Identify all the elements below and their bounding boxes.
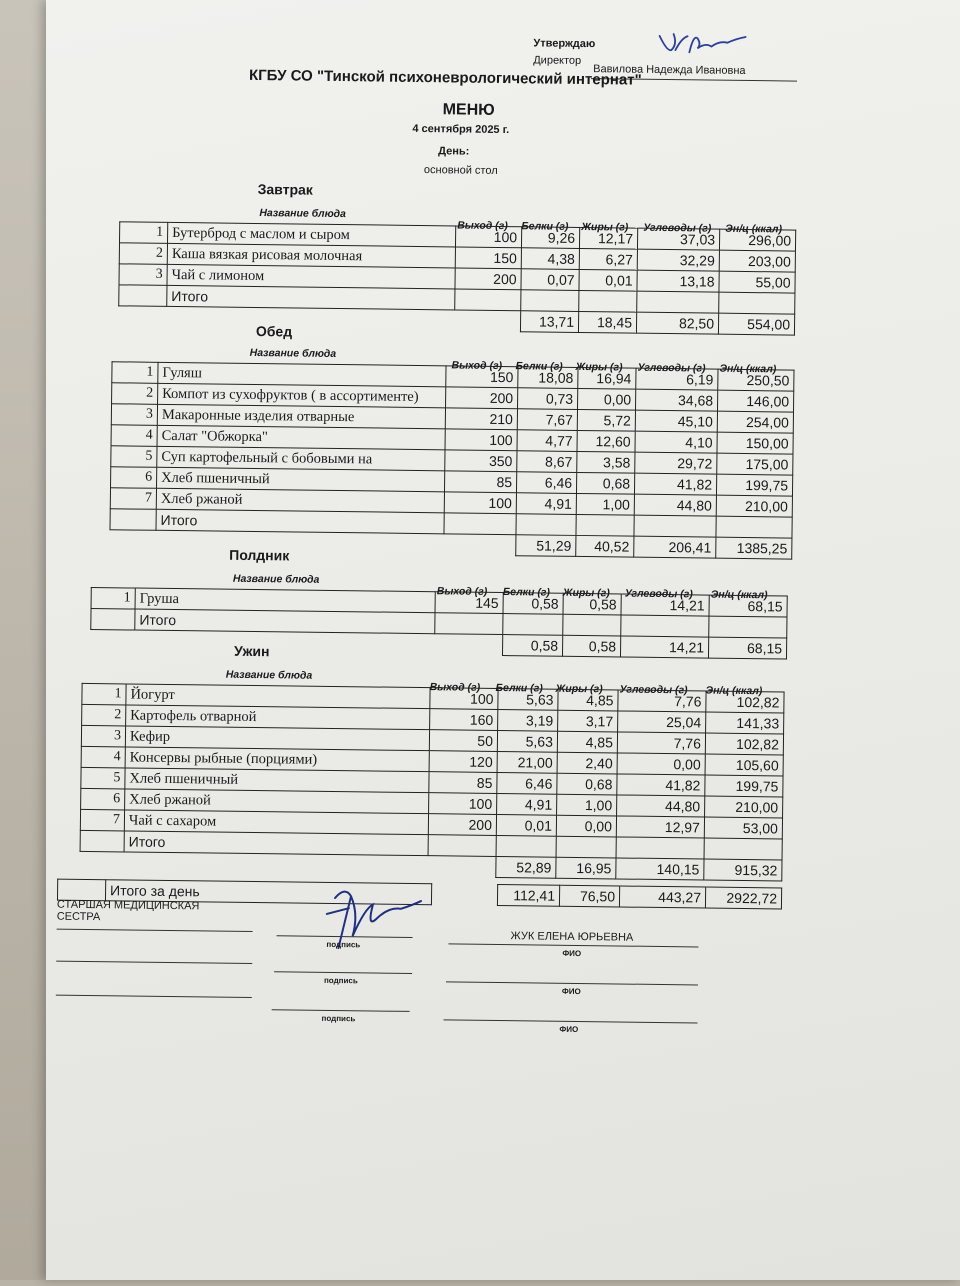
- dish-carbs: 44,80: [617, 795, 705, 817]
- approve-label: Утверждаю: [533, 37, 596, 51]
- dish-fat: 1,00: [557, 794, 617, 816]
- dinner-table: [79, 683, 784, 882]
- snack-col-yield: Выход (г): [436, 585, 488, 598]
- fio-line-1: [448, 943, 698, 947]
- dish-carbs: 14,21: [621, 594, 709, 616]
- dish-name: Гуляш: [158, 362, 446, 387]
- dish-energy: 210,00: [705, 796, 783, 818]
- dish-protein: 7,67: [517, 409, 577, 431]
- snack-col-carbs: Углеводы (г): [624, 587, 693, 601]
- day-label: День:: [438, 145, 470, 158]
- dish-fat: 5,72: [577, 409, 635, 431]
- dish-fat: 2,40: [557, 752, 617, 774]
- row-number: 5: [111, 446, 157, 468]
- lunch-col-carbs: Углеводы (г): [637, 361, 706, 375]
- row-number: 3: [119, 264, 167, 286]
- menu-title: МЕНЮ: [442, 101, 495, 119]
- total-energy: 554,00: [718, 313, 794, 335]
- dish-energy: 102,82: [706, 691, 784, 713]
- dish-protein: 0,01: [496, 814, 556, 836]
- dish-name: Бутерброд с маслом и сыром: [168, 222, 456, 247]
- director-label: Директор: [533, 54, 582, 67]
- row-number: 4: [111, 425, 157, 447]
- dish-carbs: 29,72: [635, 452, 717, 474]
- dish-protein: 0,73: [518, 388, 578, 410]
- dish-energy: 53,00: [704, 817, 782, 839]
- director-name: Вавилова Надежда Ивановна: [593, 63, 746, 77]
- dish-fat: 6,27: [579, 248, 637, 270]
- dish-fat: 0,68: [576, 472, 634, 494]
- lunch-title: Обед: [255, 323, 293, 340]
- row-number: 7: [80, 809, 124, 831]
- dish-energy: 254,00: [717, 411, 793, 433]
- dish-carbs: 32,29: [637, 249, 719, 271]
- dish-fat: 0,58: [563, 593, 621, 615]
- dish-name: Компот из сухофруктов ( в ассортименте): [158, 383, 446, 408]
- dish-name: Макаронные изделия отварные: [157, 404, 445, 429]
- fio-label-1: ФИО: [562, 948, 582, 959]
- dish-name: Хлеб пшеничный: [125, 768, 429, 793]
- dish-carbs: 13,18: [637, 270, 719, 292]
- dinner-col-yield: Выход (г): [429, 681, 481, 694]
- row-number: 1: [91, 588, 135, 610]
- dish-name: Чай с лимоном: [167, 264, 455, 289]
- totals-label: Итого: [156, 509, 444, 534]
- dinner-col-name: Название блюда: [225, 668, 313, 682]
- day-total-protein: 112,41: [497, 885, 559, 907]
- signature-label-1: подпись: [326, 939, 361, 950]
- dish-name: Суп картофельный с бобовыми на: [157, 446, 445, 471]
- snack-col-energy: Эн/ц (ккал): [710, 588, 768, 602]
- dish-protein: 4,91: [497, 793, 557, 815]
- row-number: 6: [81, 788, 125, 810]
- nurse-name: ЖУК ЕЛЕНА ЮРЬЕВНА: [510, 930, 634, 944]
- dish-protein: 4,77: [517, 430, 577, 452]
- dish-protein: 6,46: [516, 472, 576, 494]
- dish-energy: 146,00: [717, 390, 793, 412]
- dish-fat: 12,17: [579, 227, 637, 249]
- lunch-col-fat: Жиры (г): [575, 360, 623, 374]
- snack-title: Полдник: [229, 546, 290, 564]
- dish-protein: 0,07: [521, 269, 579, 291]
- lunch-col-energy: Эн/ц (ккал): [719, 362, 777, 376]
- dish-energy: 175,00: [717, 453, 793, 475]
- menu-document: [30, 0, 960, 1285]
- dish-name: Хлеб ржаной: [156, 488, 444, 513]
- breakfast-col-yield: Выход (г): [457, 219, 508, 233]
- dish-carbs: 7,76: [618, 690, 706, 712]
- dish-fat: 0,00: [578, 388, 636, 410]
- row-number: 1: [82, 683, 126, 705]
- dinner-col-energy: Эн/ц (ккал): [705, 684, 763, 698]
- dish-protein: 18,08: [518, 367, 578, 389]
- row-number: 2: [119, 243, 167, 265]
- dish-energy: 199,75: [716, 474, 792, 496]
- dinner-col-fat: Жиры (г): [555, 682, 603, 696]
- dish-yield: 100: [455, 226, 521, 248]
- dish-yield: 350: [445, 450, 517, 472]
- dish-protein: 0,58: [503, 593, 563, 615]
- breakfast-col-name: Название блюда: [259, 207, 346, 221]
- dish-energy: 55,00: [719, 271, 795, 293]
- total-energy: 1385,25: [716, 537, 792, 559]
- total-fat: 16,95: [556, 857, 616, 879]
- breakfast-title: Завтрак: [257, 181, 313, 198]
- dish-yield: 85: [429, 772, 497, 794]
- dish-energy: 150,00: [717, 432, 793, 454]
- total-fat: 18,45: [578, 311, 636, 333]
- dish-fat: 4,85: [557, 731, 617, 753]
- row-number: 2: [112, 383, 158, 405]
- dish-yield: 50: [429, 730, 497, 752]
- snack-table: [90, 587, 788, 660]
- dish-protein: 5,63: [498, 688, 558, 710]
- row-number: 3: [111, 404, 157, 426]
- dish-protein: 5,63: [497, 730, 557, 752]
- dish-name: Чай с сахаром: [124, 810, 428, 835]
- dish-fat: 16,94: [578, 367, 636, 389]
- dish-fat: 3,17: [558, 710, 618, 732]
- total-fat: 40,52: [576, 535, 634, 557]
- table-type: основной стол: [423, 164, 498, 177]
- total-carbs: 206,41: [634, 536, 716, 558]
- dish-carbs: 45,10: [635, 410, 717, 432]
- dish-carbs: 41,82: [617, 774, 705, 796]
- row-number: 6: [111, 467, 157, 489]
- lunch-col-yield: Выход (г): [451, 359, 503, 373]
- dish-carbs: 12,97: [616, 816, 704, 838]
- dish-fat: 1,00: [576, 493, 634, 515]
- dish-name: Йогурт: [126, 684, 430, 709]
- dish-name: Салат "Обжорка": [157, 425, 445, 450]
- dish-carbs: 37,03: [637, 228, 719, 250]
- day-total-carbs: 443,27: [619, 886, 705, 908]
- dish-protein: 9,26: [521, 227, 579, 249]
- lunch-col-protein: Белки (г): [515, 360, 563, 373]
- dish-fat: 3,58: [577, 451, 635, 473]
- dish-yield: 100: [430, 688, 498, 710]
- dish-energy: 141,33: [706, 712, 784, 734]
- dish-energy: 203,00: [719, 250, 795, 272]
- total-carbs: 140,15: [616, 858, 704, 880]
- dish-carbs: 7,76: [617, 732, 705, 754]
- dish-name: Груша: [135, 588, 435, 613]
- total-protein: 52,89: [496, 856, 556, 878]
- dish-energy: 102,82: [705, 733, 783, 755]
- dish-yield: 200: [428, 814, 496, 836]
- dinner-col-protein: Белки (г): [495, 681, 543, 695]
- lunch-col-name: Название блюда: [249, 346, 337, 360]
- breakfast-table: [118, 221, 796, 335]
- dish-yield: 100: [444, 492, 516, 514]
- dish-name: Каша вязкая рисовая молочная: [167, 243, 455, 268]
- dish-protein: 3,19: [498, 709, 558, 731]
- total-fat: 0,58: [562, 635, 620, 657]
- signature-line-3: [272, 1009, 410, 1012]
- day-total-energy: 2922,72: [705, 887, 781, 909]
- dish-carbs: 34,68: [635, 389, 717, 411]
- organization-name: КГБУ СО "Тинской психоневрологический интернат": [248, 66, 642, 89]
- fio-label-3: ФИО: [559, 1024, 579, 1034]
- dish-protein: 6,46: [497, 772, 557, 794]
- dish-carbs: 25,04: [618, 711, 706, 733]
- signature-line-2: [274, 971, 412, 974]
- signature-label-3: подпись: [321, 1013, 356, 1024]
- dinner-col-carbs: Углеводы (г): [619, 683, 688, 697]
- dish-protein: 21,00: [497, 751, 557, 773]
- dish-yield: 200: [446, 387, 518, 409]
- totals-label: Итого: [124, 831, 428, 856]
- totals-label: Итого: [135, 609, 435, 634]
- dish-yield: 120: [429, 751, 497, 773]
- dish-energy: 296,00: [719, 229, 795, 251]
- dish-yield: 145: [435, 592, 503, 614]
- position-line-2: [56, 961, 252, 964]
- dish-energy: 105,60: [705, 754, 783, 776]
- dish-yield: 150: [446, 366, 518, 388]
- row-number: 1: [112, 362, 158, 384]
- dish-name: Картофель отварной: [126, 705, 430, 730]
- nurse-signature: [304, 878, 425, 965]
- dish-energy: 250,50: [718, 369, 794, 391]
- director-signature: [653, 28, 749, 61]
- position-title: СТАРШАЯ МЕДИЦИНСКАЯ СЕСТРА: [56, 898, 200, 924]
- menu-date: 4 сентября 2025 г.: [412, 122, 510, 137]
- dish-yield: 210: [445, 408, 517, 430]
- day-total-label: Итого за день: [105, 880, 431, 905]
- dish-yield: 100: [445, 429, 517, 451]
- dish-carbs: 4,10: [635, 431, 717, 453]
- dish-fat: 0,68: [557, 773, 617, 795]
- dish-carbs: 41,82: [634, 473, 716, 495]
- breakfast-col-carbs: Углеводы (г): [643, 221, 712, 235]
- total-carbs: 82,50: [636, 312, 718, 334]
- lunch-table: [109, 361, 794, 559]
- row-number: 1: [120, 222, 168, 244]
- dish-fat: 4,85: [558, 689, 618, 711]
- snack-col-name: Название блюда: [232, 572, 320, 586]
- row-number: 5: [81, 767, 125, 789]
- total-protein: 0,58: [502, 635, 562, 657]
- dish-name: Хлеб пшеничный: [157, 467, 445, 492]
- total-protein: 13,71: [520, 311, 578, 333]
- dish-name: Кефир: [125, 726, 429, 751]
- total-protein: 51,29: [516, 535, 576, 557]
- fio-line-3: [444, 1019, 698, 1023]
- dish-fat: 12,60: [577, 430, 635, 452]
- signature-label-2: подпись: [323, 975, 358, 986]
- breakfast-col-protein: Белки (г): [521, 220, 569, 233]
- fio-line-2: [446, 981, 698, 985]
- total-carbs: 14,21: [620, 636, 708, 658]
- dish-name: Консервы рыбные (порциями): [125, 747, 429, 772]
- dish-protein: 8,67: [517, 451, 577, 473]
- dish-protein: 4,91: [516, 493, 576, 515]
- dish-carbs: 44,80: [634, 494, 716, 516]
- dish-energy: 199,75: [705, 775, 783, 797]
- position-line: [57, 929, 253, 932]
- total-energy: 68,15: [708, 637, 786, 659]
- row-number: 4: [81, 746, 125, 768]
- total-energy: 915,32: [704, 859, 782, 881]
- fio-label-2: ФИО: [561, 986, 581, 997]
- dish-energy: 210,00: [716, 495, 792, 517]
- day-total-fat: 76,50: [559, 885, 619, 907]
- row-number: 7: [110, 488, 156, 510]
- dinner-title: Ужин: [233, 642, 270, 660]
- breakfast-col-energy: Эн/ц (ккал): [725, 222, 783, 236]
- row-number: 3: [81, 725, 125, 747]
- dish-yield: 85: [444, 471, 516, 493]
- dish-yield: 200: [455, 268, 521, 290]
- dish-yield: 100: [429, 793, 497, 815]
- dish-protein: 4,38: [521, 248, 579, 270]
- dish-carbs: 6,19: [636, 368, 718, 390]
- snack-col-fat: Жиры (г): [562, 586, 610, 600]
- position-line-3: [56, 995, 252, 998]
- dish-fat: 0,01: [579, 269, 637, 291]
- row-number: 2: [82, 704, 126, 726]
- breakfast-col-fat: Жиры (г): [581, 220, 629, 234]
- dish-yield: 160: [430, 709, 498, 731]
- dish-fat: 0,00: [556, 815, 616, 837]
- dish-energy: 68,15: [709, 595, 787, 617]
- dish-name: Хлеб ржаной: [125, 789, 429, 814]
- dish-carbs: 0,00: [617, 753, 705, 775]
- snack-col-protein: Белки (г): [502, 586, 551, 599]
- dish-yield: 150: [455, 247, 521, 269]
- totals-label: Итого: [167, 285, 455, 310]
